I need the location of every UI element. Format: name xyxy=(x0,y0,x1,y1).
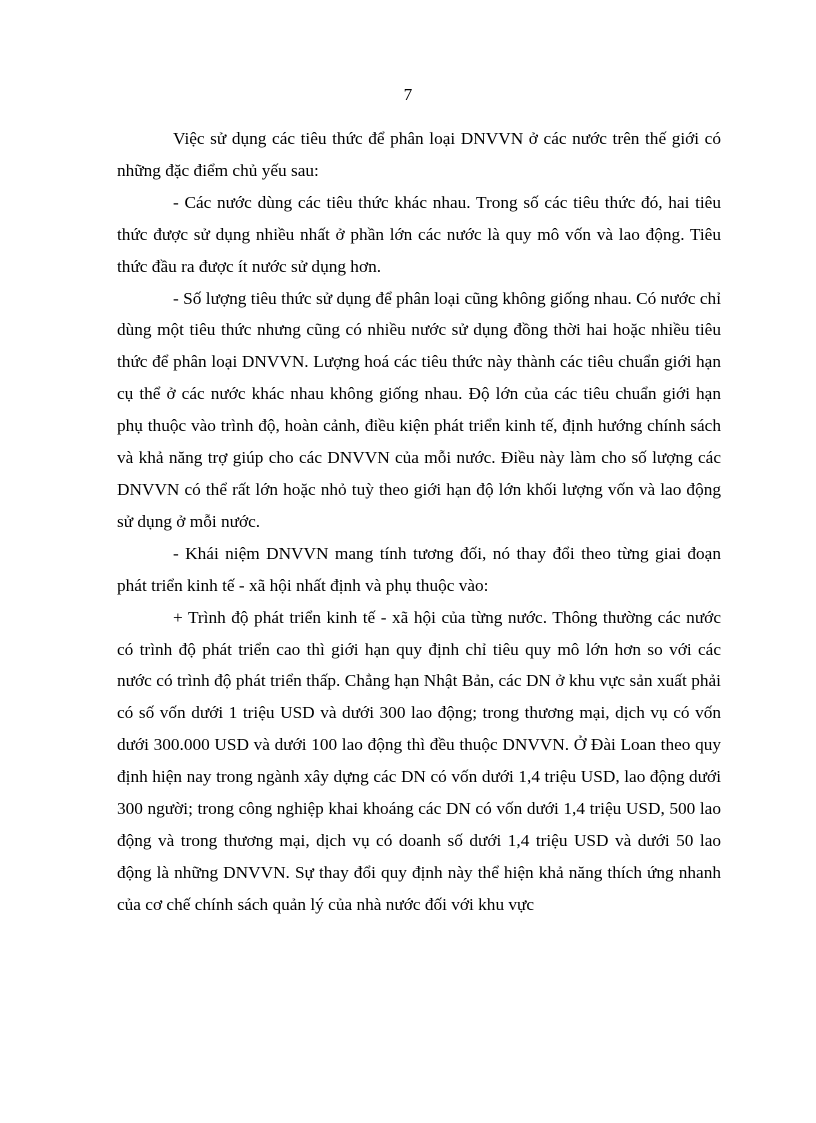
body-text xyxy=(117,123,721,921)
paragraph-development-level: + Trình độ phát triển kinh tế - xã hội của từng nước. Thông thường các nước có trình độ phát triển cao thì giới hạn quy định chỉ tiêu quy mô lớn hơn so với các nước có trình độ phát triển thấp. Chẳng hạn Nhật Bản, các DN ở khu vực sản xuất phải có số vốn dưới 1 triệu USD và dưới 300 lao động; trong thương mại, dịch vụ có vốn dưới 300.000 USD và dưới 100 lao động thì đều thuộc DNVVN. Ở Đài Loan theo quy định hiện nay trong ngành xây dựng các DN có vốn dưới 1,4 triệu USD, lao động dưới 300 người; trong công nghiệp khai khoáng các DN có vốn dưới 1,4 triệu USD, 500 lao động và trong thương mại, dịch vụ có doanh số dưới 1,4 triệu USD và dưới 50 lao động là những DNVVN. Sự thay đổi quy định này thể hiện khả năng thích ứng nhanh của cơ chế chính sách quản lý của nhà nước đối với khu vực xyxy=(117,607,721,914)
paragraph-different-criteria: - Các nước dùng các tiêu thức khác nhau. Trong số các tiêu thức đó, hai tiêu thức được sử dụng nhiều nhất ở phần lớn các nước là quy mô vốn và lao động. Tiêu thức đầu ra được ít nước sử dụng hơn. xyxy=(117,192,721,276)
paragraph-relative-concept: - Khái niệm DNVVN mang tính tương đối, nó thay đổi theo từng giai đoạn phát triển kinh tế - xã hội nhất định và phụ thuộc vào: xyxy=(117,543,721,595)
page-number: 7 xyxy=(403,85,413,104)
paragraph-criteria-intro: Việc sử dụng các tiêu thức để phân loại DNVVN ở các nước trên thế giới có những đặc điểm chủ yếu sau: xyxy=(117,129,721,180)
paragraph-number-of-criteria: - Số lượng tiêu thức sử dụng để phân loại cũng không giống nhau. Có nước chỉ dùng một tiêu thức nhưng cũng có nhiều nước sử dụng đồng thời hai hoặc nhiều tiêu thức để phân loại DNVVN. Lượng hoá các tiêu thức này thành các tiêu chuẩn giới hạn cụ thể ở các nước khác nhau không giống nhau. Độ lớn của các tiêu chuẩn giới hạn phụ thuộc vào trình độ, hoàn cảnh, điều kiện phát triển kinh tế, định hướng chính sách và khả năng trợ giúp cho các DNVVN của mỗi nước. Điều này làm cho số lượng các DNVVN có thể rất lớn hoặc nhỏ tuỳ theo giới hạn độ lớn khối lượng vốn và lao động sử dụng ở mỗi nước. xyxy=(117,288,721,531)
